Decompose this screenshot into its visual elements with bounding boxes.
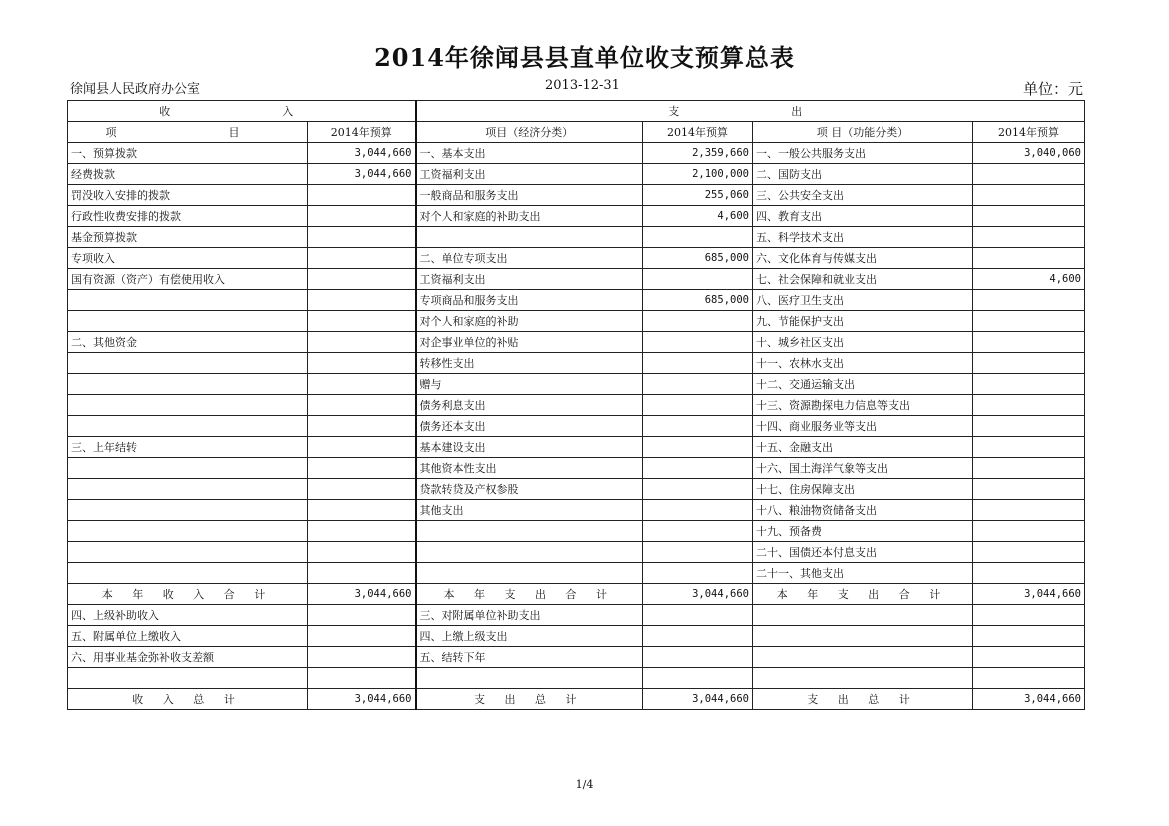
income-value: 3,044,660 bbox=[308, 143, 416, 164]
econ-value: 2,359,660 bbox=[643, 143, 753, 164]
func-value bbox=[973, 605, 1085, 626]
func-value bbox=[973, 311, 1085, 332]
econ-item: 工资福利支出 bbox=[416, 269, 643, 290]
income-value bbox=[308, 647, 416, 668]
income-total-label: 收 入 总 计 bbox=[68, 689, 308, 710]
income-total-value: 3,044,660 bbox=[308, 689, 416, 710]
econ-item bbox=[416, 227, 643, 248]
func-item bbox=[753, 626, 973, 647]
econ-item: 其他资本性支出 bbox=[416, 458, 643, 479]
func-item: 一、一般公共服务支出 bbox=[753, 143, 973, 164]
func-value bbox=[973, 290, 1085, 311]
func-item: 十三、资源勘探电力信息等支出 bbox=[753, 395, 973, 416]
econ-value bbox=[643, 269, 753, 290]
econ-item: 其他支出 bbox=[416, 500, 643, 521]
econ-value bbox=[643, 626, 753, 647]
econ-value: 255,060 bbox=[643, 185, 753, 206]
econ-item: 贷款转贷及产权参股 bbox=[416, 479, 643, 500]
income-item bbox=[68, 290, 308, 311]
income-value bbox=[308, 290, 416, 311]
econ-total-label: 本 年 支 出 合 计 bbox=[416, 584, 643, 605]
func-value bbox=[973, 374, 1085, 395]
econ-item: 基本建设支出 bbox=[416, 437, 643, 458]
column-header-row bbox=[68, 122, 1085, 143]
income-item: 六、用事业基金弥补收支差额 bbox=[68, 647, 308, 668]
econ-item: 三、对附属单位补助支出 bbox=[416, 605, 643, 626]
table-row bbox=[68, 458, 1085, 479]
func-value: 4,600 bbox=[973, 269, 1085, 290]
func-value: 3,040,060 bbox=[973, 143, 1085, 164]
income-value bbox=[308, 521, 416, 542]
econ-item-header: 项目（经济分类） bbox=[416, 122, 643, 143]
func-value bbox=[973, 500, 1085, 521]
func-value bbox=[973, 227, 1085, 248]
table-row bbox=[68, 206, 1085, 227]
econ-value bbox=[643, 332, 753, 353]
econ-value bbox=[643, 374, 753, 395]
func-value bbox=[973, 416, 1085, 437]
section-header-row bbox=[68, 101, 1085, 122]
func-total-value: 3,044,660 bbox=[973, 689, 1085, 710]
income-value bbox=[308, 395, 416, 416]
econ-item: 一般商品和服务支出 bbox=[416, 185, 643, 206]
table-row bbox=[68, 311, 1085, 332]
income-item-header: 项 目 bbox=[68, 122, 308, 143]
table-row bbox=[68, 437, 1085, 458]
table-row bbox=[68, 479, 1085, 500]
func-item: 十一、农林水支出 bbox=[753, 353, 973, 374]
income-value bbox=[308, 332, 416, 353]
func-item bbox=[753, 668, 973, 689]
func-item: 四、教育支出 bbox=[753, 206, 973, 227]
econ-value bbox=[643, 500, 753, 521]
income-value bbox=[308, 479, 416, 500]
econ-total-label: 支 出 总 计 bbox=[416, 689, 643, 710]
table-row bbox=[68, 185, 1085, 206]
income-value bbox=[308, 206, 416, 227]
report-date: 2013-12-31 bbox=[545, 78, 620, 93]
page-title: 2014年徐闻县县直单位收支预算总表 bbox=[374, 43, 795, 72]
func-item: 三、公共安全支出 bbox=[753, 185, 973, 206]
income-item: 行政性收费安排的拨款 bbox=[68, 206, 308, 227]
econ-item: 债务利息支出 bbox=[416, 395, 643, 416]
income-value bbox=[308, 353, 416, 374]
year-total-row bbox=[68, 584, 1085, 605]
income-value: 3,044,660 bbox=[308, 164, 416, 185]
func-item bbox=[753, 605, 973, 626]
org-name: 徐闻县人民政府办公室 bbox=[70, 82, 201, 97]
income-item: 基金预算拨款 bbox=[68, 227, 308, 248]
income-item: 国有资源（资产）有偿使用收入 bbox=[68, 269, 308, 290]
func-value bbox=[973, 542, 1085, 563]
income-item: 经费拨款 bbox=[68, 164, 308, 185]
func-item: 十八、粮油物资储备支出 bbox=[753, 500, 973, 521]
func-item: 十、城乡社区支出 bbox=[753, 332, 973, 353]
func-value bbox=[973, 521, 1085, 542]
income-value bbox=[308, 626, 416, 647]
income-total-value: 3,044,660 bbox=[308, 584, 416, 605]
econ-item bbox=[416, 668, 643, 689]
econ-value bbox=[643, 647, 753, 668]
func-value bbox=[973, 668, 1085, 689]
table-row bbox=[68, 500, 1085, 521]
income-item bbox=[68, 311, 308, 332]
econ-value bbox=[643, 479, 753, 500]
func-value bbox=[973, 479, 1085, 500]
income-value bbox=[308, 605, 416, 626]
table-row bbox=[68, 395, 1085, 416]
econ-item: 对个人和家庭的补助支出 bbox=[416, 206, 643, 227]
func-budget-header: 2014年预算 bbox=[973, 122, 1085, 143]
func-item: 十五、金融支出 bbox=[753, 437, 973, 458]
income-value bbox=[308, 311, 416, 332]
income-value bbox=[308, 542, 416, 563]
func-item: 十四、商业服务业等支出 bbox=[753, 416, 973, 437]
income-value bbox=[308, 185, 416, 206]
income-value bbox=[308, 416, 416, 437]
econ-item: 债务还本支出 bbox=[416, 416, 643, 437]
table-row bbox=[68, 626, 1085, 647]
func-value bbox=[973, 395, 1085, 416]
econ-value bbox=[643, 668, 753, 689]
func-value bbox=[973, 626, 1085, 647]
func-value bbox=[973, 647, 1085, 668]
func-value bbox=[973, 248, 1085, 269]
table-row bbox=[68, 248, 1085, 269]
econ-item: 二、单位专项支出 bbox=[416, 248, 643, 269]
econ-value bbox=[643, 605, 753, 626]
table-row bbox=[68, 374, 1085, 395]
income-item bbox=[68, 353, 308, 374]
func-value bbox=[973, 164, 1085, 185]
income-value bbox=[308, 563, 416, 584]
income-value bbox=[308, 437, 416, 458]
budget-table bbox=[67, 100, 1085, 710]
table-row bbox=[68, 521, 1085, 542]
income-item bbox=[68, 479, 308, 500]
func-item: 五、科学技术支出 bbox=[753, 227, 973, 248]
income-value bbox=[308, 668, 416, 689]
econ-budget-header: 2014年预算 bbox=[643, 122, 753, 143]
expense-section-header: 支 出 bbox=[416, 101, 1085, 122]
econ-value: 4,600 bbox=[643, 206, 753, 227]
grand-total-row bbox=[68, 689, 1085, 710]
income-item bbox=[68, 395, 308, 416]
func-value bbox=[973, 563, 1085, 584]
econ-item: 一、基本支出 bbox=[416, 143, 643, 164]
income-item bbox=[68, 458, 308, 479]
income-value bbox=[308, 374, 416, 395]
econ-value bbox=[643, 521, 753, 542]
econ-value bbox=[643, 437, 753, 458]
table-row bbox=[68, 353, 1085, 374]
func-item: 十六、国土海洋气象等支出 bbox=[753, 458, 973, 479]
func-item: 二、国防支出 bbox=[753, 164, 973, 185]
econ-item: 工资福利支出 bbox=[416, 164, 643, 185]
func-item: 九、节能保护支出 bbox=[753, 311, 973, 332]
econ-value: 685,000 bbox=[643, 290, 753, 311]
table-row bbox=[68, 164, 1085, 185]
func-item: 十二、交通运输支出 bbox=[753, 374, 973, 395]
income-item bbox=[68, 563, 308, 584]
table-row bbox=[68, 605, 1085, 626]
econ-value bbox=[643, 563, 753, 584]
func-item: 六、文化体育与传媒支出 bbox=[753, 248, 973, 269]
table-row bbox=[68, 269, 1085, 290]
econ-item: 对企事业单位的补贴 bbox=[416, 332, 643, 353]
econ-item: 转移性支出 bbox=[416, 353, 643, 374]
func-item: 八、医疗卫生支出 bbox=[753, 290, 973, 311]
table-row bbox=[68, 416, 1085, 437]
econ-item: 对个人和家庭的补助 bbox=[416, 311, 643, 332]
table-row bbox=[68, 647, 1085, 668]
func-value bbox=[973, 206, 1085, 227]
income-item bbox=[68, 416, 308, 437]
func-value bbox=[973, 437, 1085, 458]
table-row bbox=[68, 143, 1085, 164]
income-item: 罚没收入安排的拨款 bbox=[68, 185, 308, 206]
income-value bbox=[308, 269, 416, 290]
page-number: 1/4 bbox=[575, 778, 594, 791]
econ-item: 五、结转下年 bbox=[416, 647, 643, 668]
income-item: 二、其他资金 bbox=[68, 332, 308, 353]
func-value bbox=[973, 185, 1085, 206]
func-value bbox=[973, 458, 1085, 479]
econ-item: 四、上缴上级支出 bbox=[416, 626, 643, 647]
func-value bbox=[973, 332, 1085, 353]
func-item: 二十一、其他支出 bbox=[753, 563, 973, 584]
income-budget-header: 2014年预算 bbox=[308, 122, 416, 143]
table-row bbox=[68, 668, 1085, 689]
func-item-header: 项 目（功能分类） bbox=[753, 122, 973, 143]
income-total-label: 本 年 收 入 合 计 bbox=[68, 584, 308, 605]
econ-value bbox=[643, 311, 753, 332]
econ-item bbox=[416, 542, 643, 563]
func-total-value: 3,044,660 bbox=[973, 584, 1085, 605]
func-item: 二十、国债还本付息支出 bbox=[753, 542, 973, 563]
econ-value bbox=[643, 542, 753, 563]
econ-value bbox=[643, 416, 753, 437]
income-section-header: 收 入 bbox=[68, 101, 416, 122]
income-item: 三、上年结转 bbox=[68, 437, 308, 458]
income-item: 四、上级补助收入 bbox=[68, 605, 308, 626]
income-item: 一、预算拨款 bbox=[68, 143, 308, 164]
func-item: 十七、住房保障支出 bbox=[753, 479, 973, 500]
econ-item bbox=[416, 563, 643, 584]
income-item: 专项收入 bbox=[68, 248, 308, 269]
table-row bbox=[68, 563, 1085, 584]
income-item bbox=[68, 374, 308, 395]
income-value bbox=[308, 248, 416, 269]
econ-item: 专项商品和服务支出 bbox=[416, 290, 643, 311]
econ-total-value: 3,044,660 bbox=[643, 584, 753, 605]
func-item: 七、社会保障和就业支出 bbox=[753, 269, 973, 290]
econ-value bbox=[643, 395, 753, 416]
func-value bbox=[973, 353, 1085, 374]
econ-total-value: 3,044,660 bbox=[643, 689, 753, 710]
income-item bbox=[68, 521, 308, 542]
income-item: 五、附属单位上缴收入 bbox=[68, 626, 308, 647]
econ-value bbox=[643, 227, 753, 248]
func-item bbox=[753, 647, 973, 668]
econ-value: 685,000 bbox=[643, 248, 753, 269]
table-row bbox=[68, 542, 1085, 563]
income-value bbox=[308, 227, 416, 248]
econ-value: 2,100,000 bbox=[643, 164, 753, 185]
unit-label: 单位：元 bbox=[1022, 80, 1083, 98]
econ-item: 赠与 bbox=[416, 374, 643, 395]
func-item: 十九、预备费 bbox=[753, 521, 973, 542]
income-item bbox=[68, 542, 308, 563]
econ-item bbox=[416, 521, 643, 542]
income-value bbox=[308, 458, 416, 479]
income-item bbox=[68, 668, 308, 689]
table-row bbox=[68, 290, 1085, 311]
table-row bbox=[68, 227, 1085, 248]
econ-value bbox=[643, 353, 753, 374]
func-total-label: 本 年 支 出 合 计 bbox=[753, 584, 973, 605]
func-total-label: 支 出 总 计 bbox=[753, 689, 973, 710]
income-item bbox=[68, 500, 308, 521]
table-row bbox=[68, 332, 1085, 353]
econ-value bbox=[643, 458, 753, 479]
income-value bbox=[308, 500, 416, 521]
